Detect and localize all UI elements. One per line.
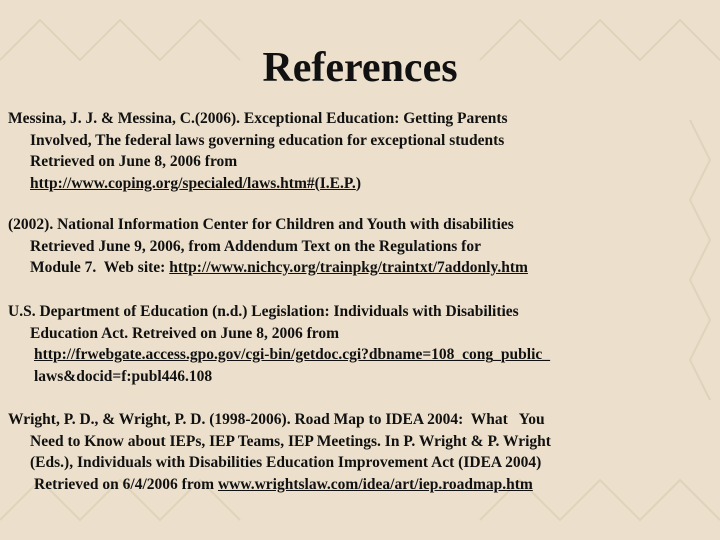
reference-wright	[8, 409, 713, 495]
reference-link-line	[8, 344, 713, 366]
wrightslaw-link[interactable]: www.wrightslaw.com/idea/art/iep.roadmap.htm	[217, 475, 533, 493]
gpo-gov-link[interactable]: http://frwebgate.access.gpo.gov/cgi-bin/getdoc.cgi?dbname=108_cong_public_	[34, 346, 551, 363]
coping-org-link[interactable]: http://www.coping.org/specialed/laws.htm#(I.E.P.	[30, 174, 356, 192]
reference-messina	[8, 108, 713, 194]
reference-us-dept-education	[8, 301, 713, 387]
reference-line: Messina, J. J. & Messina, C.(2006). Exceptional Education: Getting Parents	[8, 110, 508, 127]
page-title: References	[262, 45, 458, 91]
reference-line: laws&docid=f:publ446.108	[34, 367, 213, 385]
reference-line: Retrieved on June 8, 2006 from	[30, 153, 238, 170]
reference-nichcy	[8, 214, 713, 279]
reference-line: Involved, The federal laws governing education for exceptional students	[30, 131, 505, 149]
reference-line: (Eds.), Individuals with Disabilities Education Improvement Act (IDEA 2004)	[30, 454, 542, 471]
reference-line: (2002). National Information Center for Children and Youth with disabilities	[8, 216, 514, 233]
reference-line: Wright, P. D., & Wright, P. D. (1998-2006). Road Map to IDEA 2004: What You	[8, 411, 545, 428]
reference-line: Retrieved June 9, 2006, from Addendum Text on the Regulations for	[30, 237, 481, 255]
reference-link-line	[8, 474, 713, 496]
reference-link-line	[8, 173, 713, 195]
reference-line: U.S. Department of Education (n.d.) Legislation: Individuals with Disabilities	[8, 303, 519, 320]
link-prefix: Retrieved on 6/4/2006 from	[34, 475, 218, 493]
reference-line: Education Act. Retreived on June 8, 2006 from	[30, 324, 339, 342]
nichcy-org-link[interactable]: http://www.nichcy.org/trainpkg/traintxt/7addonly.htm	[169, 259, 528, 276]
link-suffix: )	[355, 174, 361, 192]
reference-line: Need to Know about IEPs, IEP Teams, IEP Meetings. In P. Wright & P. Wright	[30, 432, 551, 450]
link-prefix: Module 7. Web site:	[30, 259, 170, 276]
reference-link-line	[8, 257, 713, 279]
